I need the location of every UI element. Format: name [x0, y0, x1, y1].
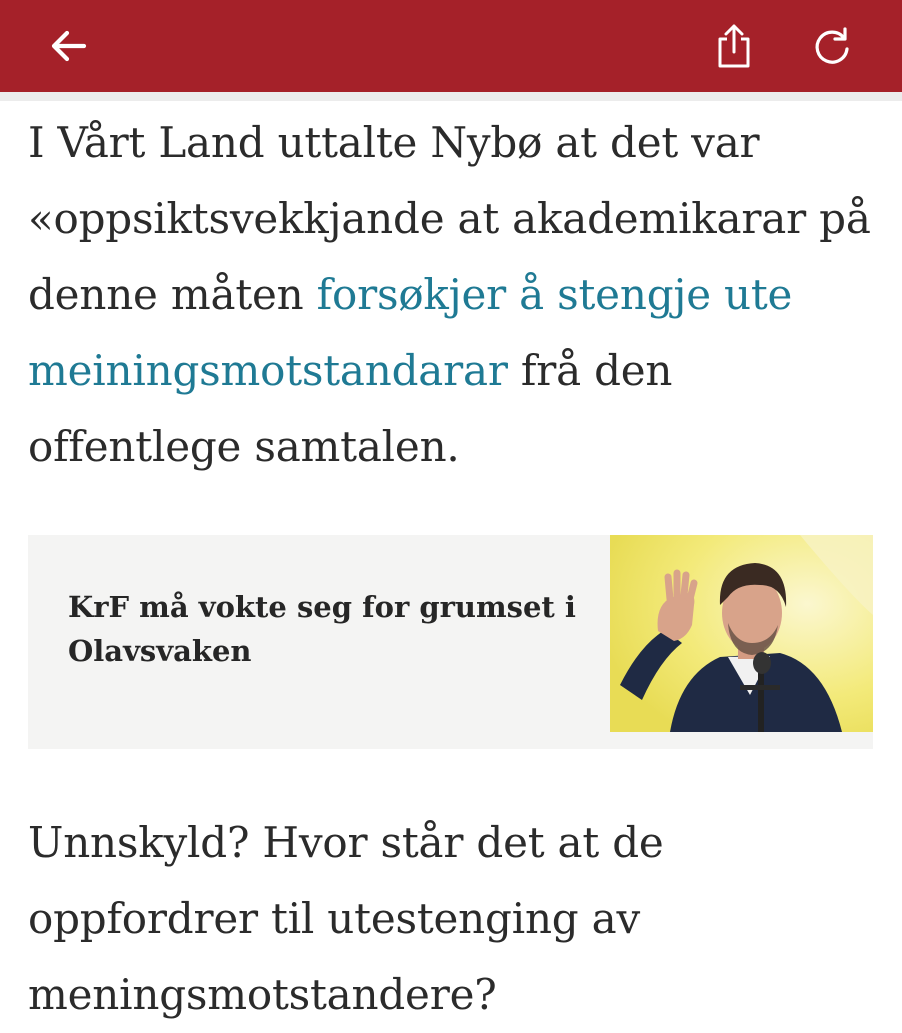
top-navigation-bar	[0, 0, 902, 92]
article-paragraph: Unnskyld? Hvor står det at de oppfordrer til utestenging av meningsmotstandere?	[28, 818, 664, 1019]
back-button[interactable]	[38, 16, 98, 76]
related-article-card[interactable]	[28, 535, 873, 749]
toolbar-divider	[0, 92, 902, 101]
paragraph-text: frå den offentlege samtalen.	[28, 346, 673, 471]
reload-icon	[811, 25, 853, 67]
paragraph-text: I Vårt Land uttalte Nybø at det var «oppsiktsvekkjande at akademikarar på denne måten	[28, 118, 871, 319]
arrow-left-icon	[48, 26, 88, 66]
related-article-image[interactable]	[610, 535, 873, 732]
share-icon	[714, 22, 754, 70]
inline-article-link[interactable]: forsøkjer å stengje ute meiningsmotstandarar	[28, 270, 793, 395]
reload-button[interactable]	[802, 16, 862, 76]
speaker-photo	[610, 535, 873, 732]
share-button[interactable]	[704, 16, 764, 76]
article-paragraph	[28, 105, 878, 485]
related-article-title[interactable]: KrF må vokte seg for grumset i Olavsvaken	[68, 590, 576, 668]
